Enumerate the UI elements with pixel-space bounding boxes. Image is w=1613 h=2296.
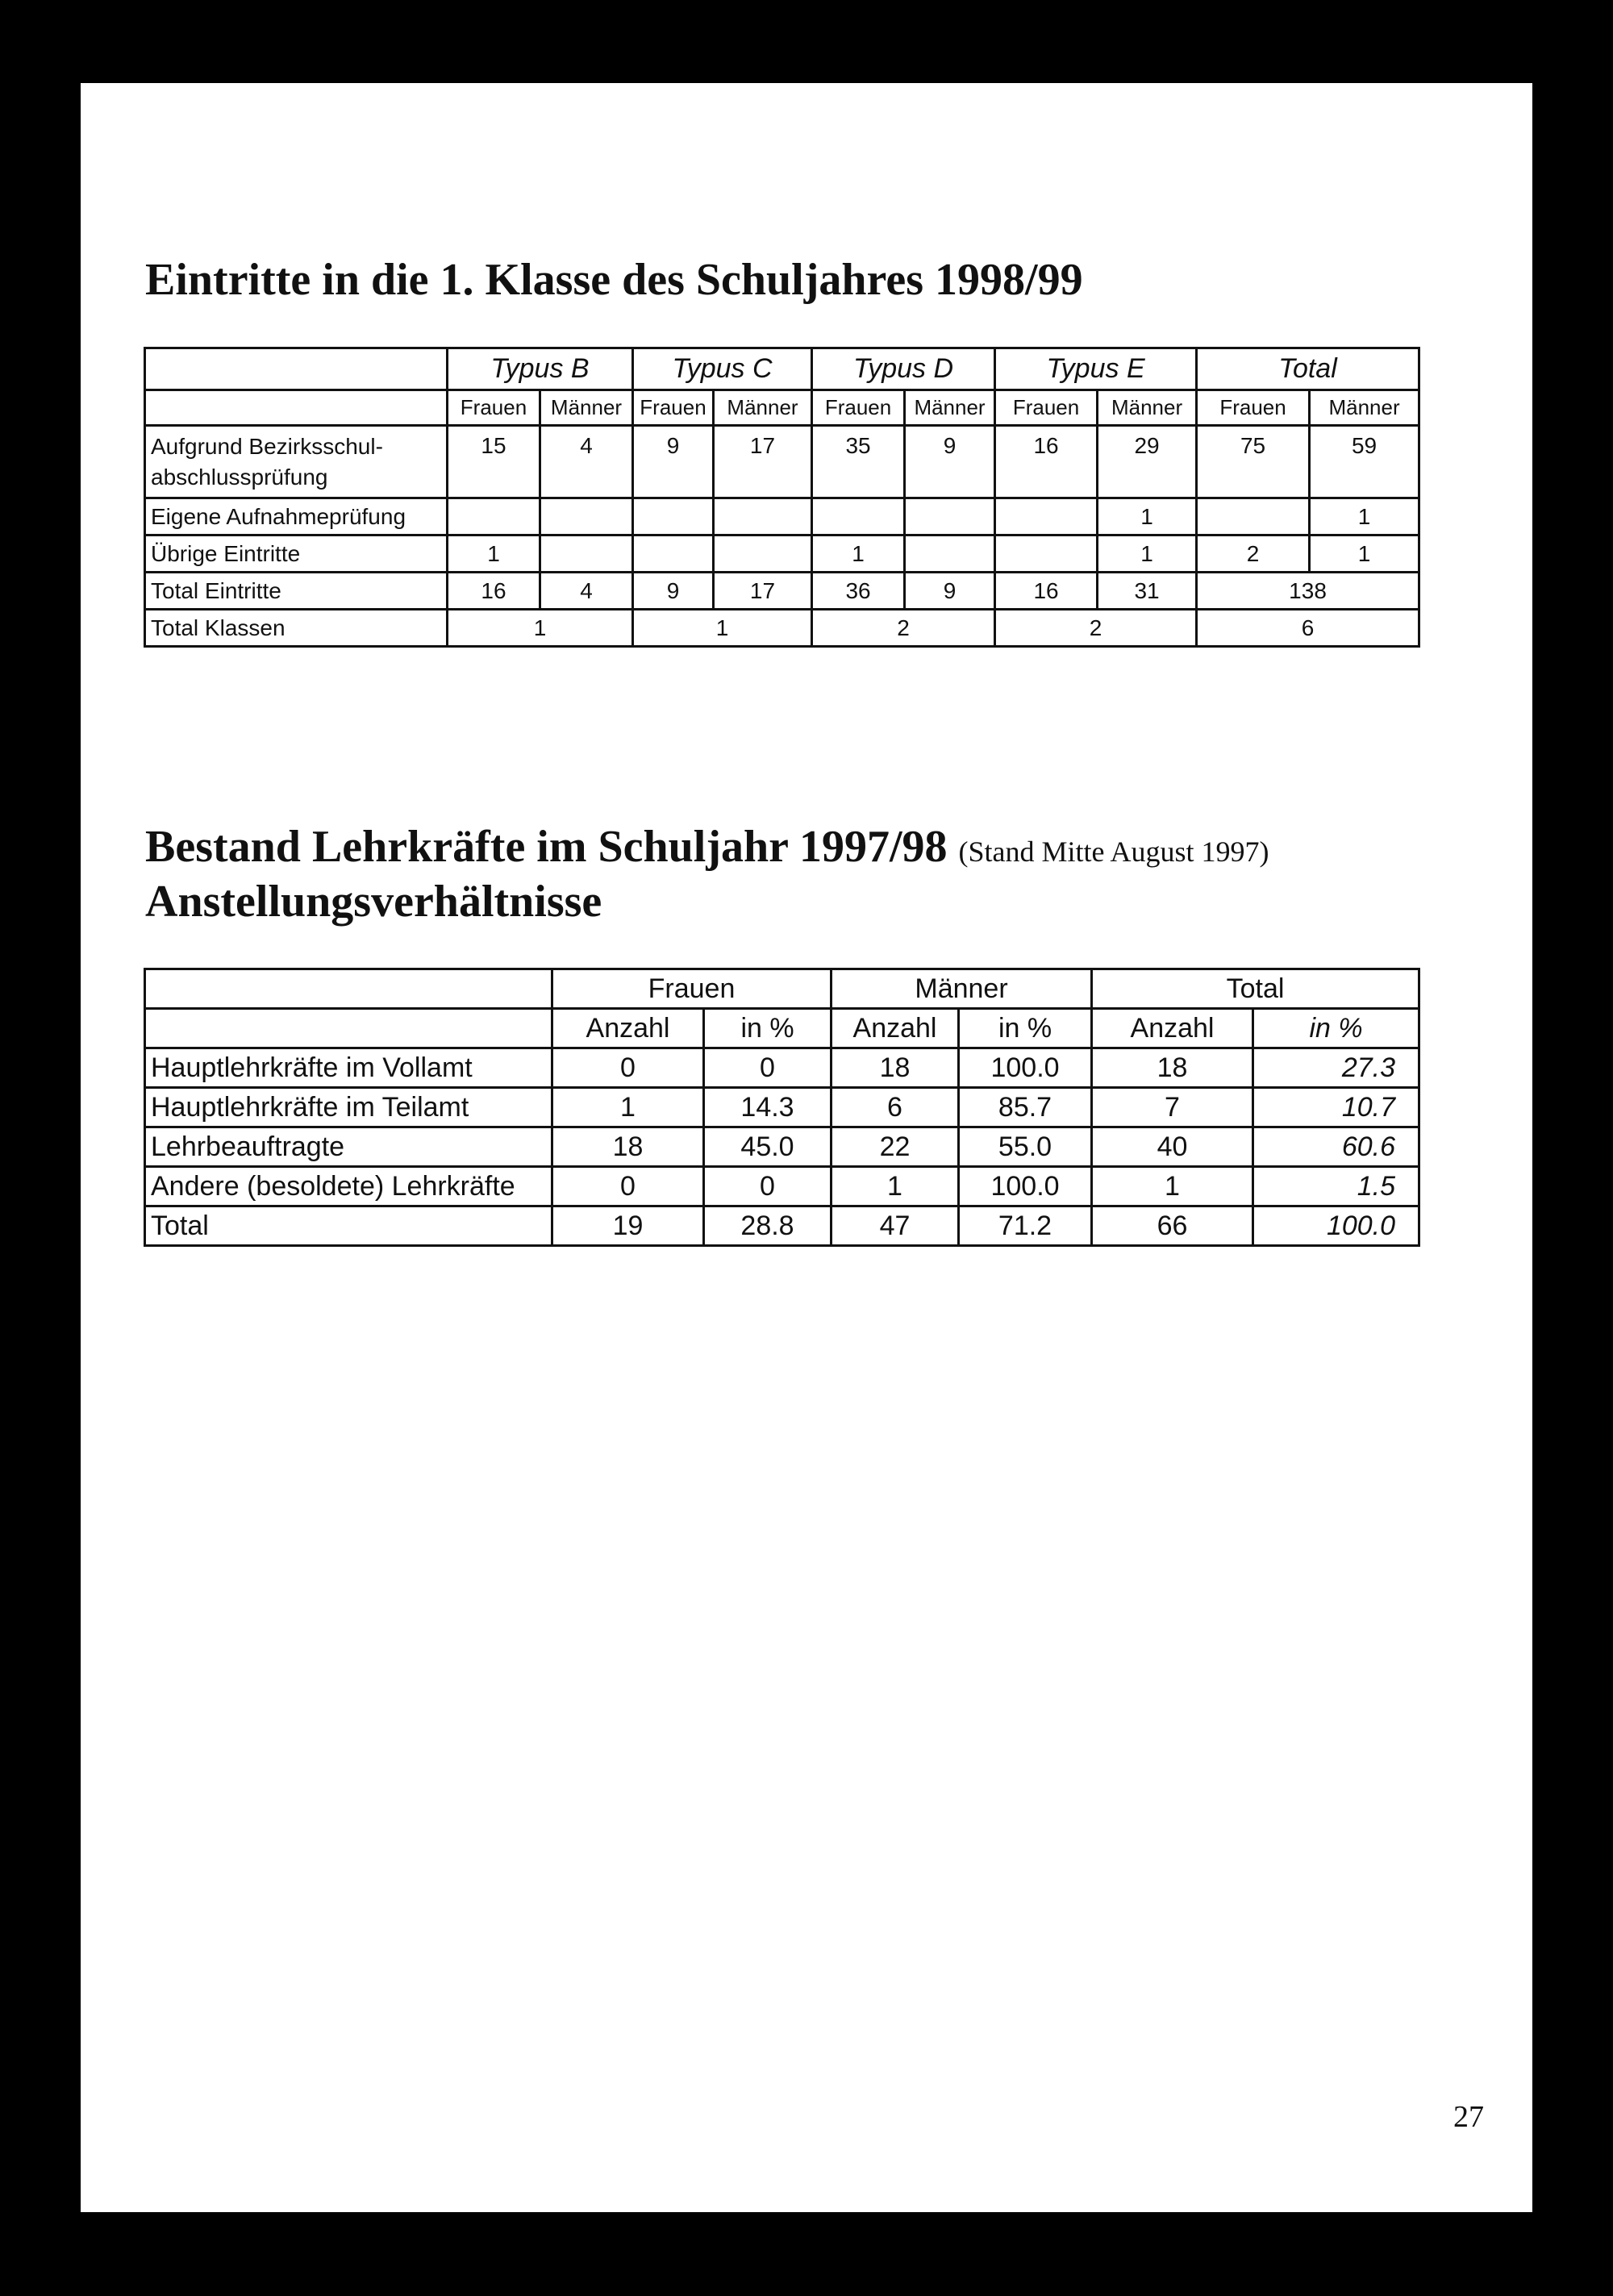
table-cell [995, 498, 1098, 535]
page-number: 27 [1453, 2100, 1484, 2134]
table-cell [540, 535, 633, 573]
table-cell: 1 [1310, 498, 1419, 535]
table-row [145, 498, 1419, 535]
section-title-lehrkraefte [145, 821, 1269, 873]
table-cell [1197, 498, 1310, 535]
table-cell: 75 [1197, 426, 1310, 498]
table-row [145, 1206, 1419, 1246]
table-cell: 16 [995, 426, 1098, 498]
column-subheader: Anzahl [552, 1009, 704, 1048]
column-group-header: Typus D [812, 348, 995, 390]
table-cell: 1.5 [1253, 1167, 1419, 1206]
table-cell: 1 [448, 610, 633, 647]
table-cell: 1 [633, 610, 812, 647]
column-group-header: Typus B [448, 348, 633, 390]
column-subheader: Frauen [812, 390, 905, 426]
table-corner-cell [145, 1009, 552, 1048]
column-subheader: Frauen [633, 390, 714, 426]
table-cell: 85.7 [959, 1088, 1092, 1127]
table-cell: 4 [540, 573, 633, 610]
table-cell: 9 [633, 426, 714, 498]
table-cell: 0 [704, 1048, 832, 1088]
lehrkraefte-table [144, 968, 1420, 1247]
table-cell: 29 [1098, 426, 1197, 498]
section-title-anstellung: Anstellungsverhältnisse [145, 877, 602, 927]
table-cell: 6 [832, 1088, 959, 1127]
table-cell: 1 [1310, 535, 1419, 573]
column-subheader: Männer [714, 390, 812, 426]
table-cell: 1 [1098, 498, 1197, 535]
table-cell: 16 [448, 573, 540, 610]
table-cell: 1 [812, 535, 905, 573]
table-corner-cell [145, 390, 448, 426]
table-cell: 0 [552, 1048, 704, 1088]
column-subheader: Frauen [448, 390, 540, 426]
table-cell: 66 [1092, 1206, 1253, 1246]
column-subheader: Frauen [995, 390, 1098, 426]
table-row [145, 1048, 1419, 1088]
table-cell: 15 [448, 426, 540, 498]
table-cell: 55.0 [959, 1127, 1092, 1167]
table-cell: 100.0 [959, 1167, 1092, 1206]
column-subheader: Frauen [1197, 390, 1310, 426]
table-cell [905, 498, 995, 535]
table-cell [448, 498, 540, 535]
table-cell: 2 [812, 610, 995, 647]
row-label: Hauptlehrkräfte im Vollamt [145, 1048, 552, 1088]
table-cell: 47 [832, 1206, 959, 1246]
column-subheader: in % [704, 1009, 832, 1048]
row-label: Total [145, 1206, 552, 1246]
column-subheader: in % [959, 1009, 1092, 1048]
eintritte-table [144, 347, 1420, 648]
column-subheader: Männer [540, 390, 633, 426]
row-label: Total Eintritte [145, 573, 448, 610]
table-cell: 17 [714, 573, 812, 610]
section-subtitle: (Stand Mitte August 1997) [958, 835, 1269, 868]
table-cell: 27.3 [1253, 1048, 1419, 1088]
section-title-main: Bestand Lehrkräfte im Schuljahr 1997/98 [145, 822, 948, 872]
table-row [145, 535, 1419, 573]
table-cell: 14.3 [704, 1088, 832, 1127]
table-cell: 100.0 [959, 1048, 1092, 1088]
table-cell: 28.8 [704, 1206, 832, 1246]
column-group-header: Männer [832, 969, 1092, 1009]
column-group-header: Total [1092, 969, 1419, 1009]
table-row [145, 610, 1419, 647]
table-cell: 31 [1098, 573, 1197, 610]
table-cell: 35 [812, 426, 905, 498]
row-label: Total Klassen [145, 610, 448, 647]
table-cell: 1 [448, 535, 540, 573]
column-subheader: Männer [905, 390, 995, 426]
table-row [145, 1167, 1419, 1206]
table-cell [995, 535, 1098, 573]
table-cell: 9 [633, 573, 714, 610]
column-group-header: Typus C [633, 348, 812, 390]
row-label: Eigene Aufnahmeprüfung [145, 498, 448, 535]
column-subheader: in % [1253, 1009, 1419, 1048]
column-group-header: Typus E [995, 348, 1197, 390]
table-cell: 1 [552, 1088, 704, 1127]
table-cell: 18 [832, 1048, 959, 1088]
table-cell: 71.2 [959, 1206, 1092, 1246]
table-corner-cell [145, 348, 448, 390]
table-cell [714, 535, 812, 573]
column-subheader: Männer [1098, 390, 1197, 426]
row-label: Lehrbeauftragte [145, 1127, 552, 1167]
table-cell: 60.6 [1253, 1127, 1419, 1167]
table-cell-total: 138 [1197, 573, 1419, 610]
table-cell: 18 [1092, 1048, 1253, 1088]
table-cell: 19 [552, 1206, 704, 1246]
table-row [145, 1127, 1419, 1167]
table-cell: 18 [552, 1127, 704, 1167]
document-page [81, 83, 1532, 2212]
table-cell: 1 [1092, 1167, 1253, 1206]
table-cell [633, 498, 714, 535]
table-cell [905, 535, 995, 573]
table-cell [633, 535, 714, 573]
row-label: Aufgrund Bezirksschul-abschlussprüfung [145, 426, 448, 498]
table-cell: 4 [540, 426, 633, 498]
column-group-header: Total [1197, 348, 1419, 390]
table-cell: 59 [1310, 426, 1419, 498]
row-label: Andere (besoldete) Lehrkräfte [145, 1167, 552, 1206]
column-subheader: Männer [1310, 390, 1419, 426]
table-corner-cell [145, 969, 552, 1009]
table-cell: 9 [905, 426, 995, 498]
table-cell: 0 [704, 1167, 832, 1206]
column-group-header: Frauen [552, 969, 832, 1009]
table-cell: 16 [995, 573, 1098, 610]
table-cell [540, 498, 633, 535]
section-title-eintritte: Eintritte in die 1. Klasse des Schuljahres 1998/99 [145, 255, 1083, 305]
table-row [145, 426, 1419, 498]
table-row [145, 573, 1419, 610]
table-cell: 40 [1092, 1127, 1253, 1167]
table-cell: 2 [995, 610, 1197, 647]
table-cell [812, 498, 905, 535]
row-label: Hauptlehrkräfte im Teilamt [145, 1088, 552, 1127]
table-cell: 36 [812, 573, 905, 610]
table-cell: 45.0 [704, 1127, 832, 1167]
table-cell: 6 [1197, 610, 1419, 647]
table-cell: 7 [1092, 1088, 1253, 1127]
table-cell: 10.7 [1253, 1088, 1419, 1127]
table-cell: 22 [832, 1127, 959, 1167]
table-cell: 9 [905, 573, 995, 610]
table-cell: 0 [552, 1167, 704, 1206]
table-row [145, 1088, 1419, 1127]
table-cell: 17 [714, 426, 812, 498]
row-label: Übrige Eintritte [145, 535, 448, 573]
table-cell: 1 [832, 1167, 959, 1206]
column-subheader: Anzahl [1092, 1009, 1253, 1048]
table-cell [714, 498, 812, 535]
table-cell: 2 [1197, 535, 1310, 573]
column-subheader: Anzahl [832, 1009, 959, 1048]
table-cell: 1 [1098, 535, 1197, 573]
table-cell: 100.0 [1253, 1206, 1419, 1246]
